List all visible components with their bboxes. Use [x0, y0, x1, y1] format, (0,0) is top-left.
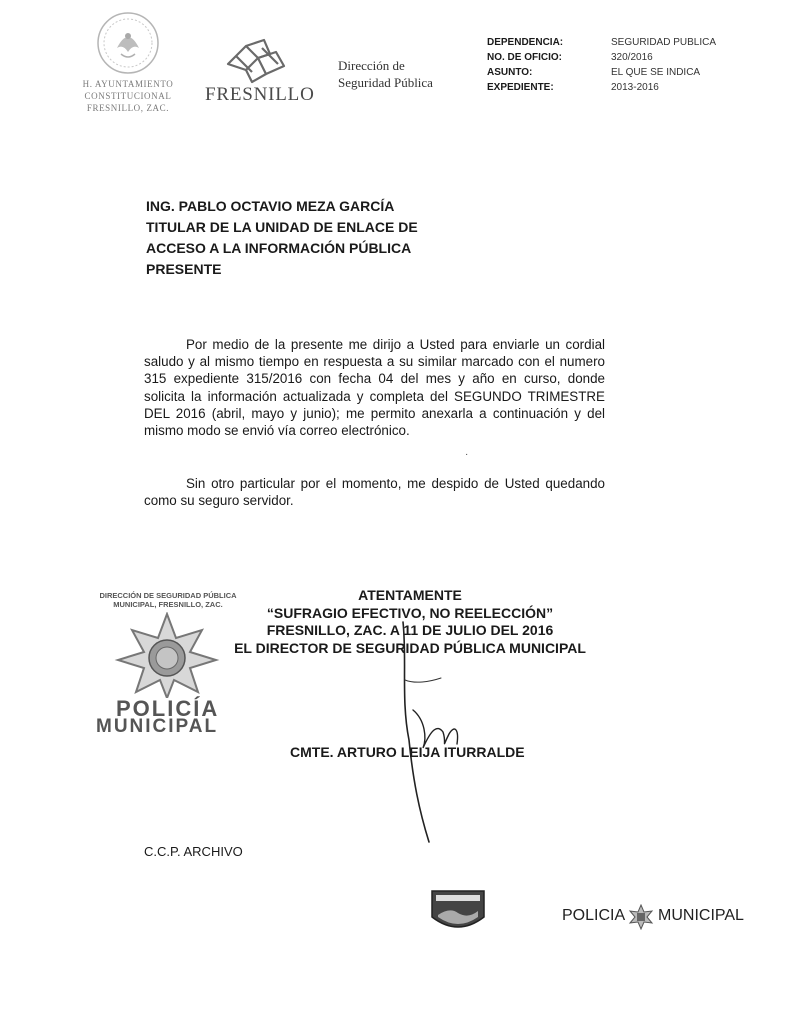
- stamp-line: DIRECCIÓN DE SEGURIDAD PÚBLICA: [99, 591, 237, 600]
- closing-line: EL DIRECTOR DE SEGURIDAD PÚBLICA MUNICIPAL: [234, 639, 586, 656]
- footer-municipal: MUNICIPAL: [658, 907, 744, 924]
- direction-line: Seguridad Pública: [338, 75, 433, 90]
- ccp-archive: C.C.P. ARCHIVO: [144, 844, 243, 859]
- seal-line: H. AYUNTAMIENTO: [82, 79, 174, 89]
- brand-name: FRESNILLO: [205, 84, 315, 105]
- direction-title: [338, 57, 433, 91]
- meta-value: 320/2016: [611, 52, 653, 63]
- seal-line: FRESNILLO, ZAC.: [86, 103, 170, 113]
- meta-label: EXPEDIENTE:: [487, 82, 554, 93]
- meta-row: [487, 80, 716, 95]
- stamp-policia: POLICÍA: [116, 696, 220, 721]
- municipal-seal: [58, 8, 198, 114]
- body-paragraph: [144, 475, 605, 509]
- direction-line: Dirección de: [338, 58, 405, 73]
- addressee-line: ING. PABLO OCTAVIO MEZA GARCÍA: [146, 198, 395, 214]
- scan-mark: ·: [465, 449, 469, 460]
- coat-of-arms-icon: [93, 8, 163, 78]
- handwritten-signature: [385, 620, 505, 850]
- meta-label: NO. DE OFICIO:: [487, 52, 562, 63]
- meta-row: [487, 50, 716, 65]
- police-shield-icon: [628, 904, 654, 930]
- security-badge-icon: [428, 887, 488, 937]
- addressee-block: [146, 196, 418, 280]
- meta-row: [487, 35, 716, 50]
- stamp-municipal: MUNICIPAL: [96, 716, 219, 737]
- seal-line: CONSTITUCIONAL: [84, 91, 172, 101]
- fresnillo-logo-icon: [222, 34, 294, 86]
- addressee-line: PRESENTE: [146, 261, 222, 277]
- footer-policia: POLICIA: [562, 907, 626, 924]
- addressee-line: ACCESO A LA INFORMACIÓN PÚBLICA: [146, 240, 412, 256]
- body-paragraph: [144, 336, 605, 439]
- addressee-line: TITULAR DE LA UNIDAD DE ENLACE DE: [146, 219, 418, 235]
- signer-name: CMTE. ARTURO LEIJA ITURRALDE: [290, 744, 525, 760]
- meta-label: DEPENDENCIA:: [487, 37, 564, 48]
- paragraph-text: Por medio de la presente me dirijo a Usted para enviarle un cordial saludo y al mismo tiempo en respuesta a su similar marcado con el numero 315 expediente 315/2016 con fecha 04 del mes y año en curso, donde solicita la información actualizada y completa del SEGUNDO TRIMESTRE DEL 2016 (abril, mayo y junio); me permito anexarla a continuación y del mismo modo se envió vía correo electrónico.: [144, 337, 605, 439]
- meta-value: 2013-2016: [611, 82, 659, 93]
- paragraph-text: Sin otro particular por el momento, me despido de Usted quedando como su seguro servidor.: [144, 476, 605, 509]
- meta-row: [487, 65, 716, 80]
- meta-label: ASUNTO:: [487, 67, 533, 78]
- closing-line: FRESNILLO, ZAC. A 11 DE JULIO DEL 2016: [266, 622, 554, 638]
- document-metadata: [487, 35, 716, 95]
- closing-line: ATENTAMENTE: [358, 587, 462, 603]
- closing-line: “SUFRAGIO EFECTIVO, NO REELECCIÓN”: [266, 604, 554, 621]
- meta-value: SEGURIDAD PUBLICA: [611, 37, 717, 48]
- meta-value: EL QUE SE INDICA: [611, 67, 701, 78]
- stamp-line: MUNICIPAL, FRESNILLO, ZAC.: [113, 600, 223, 609]
